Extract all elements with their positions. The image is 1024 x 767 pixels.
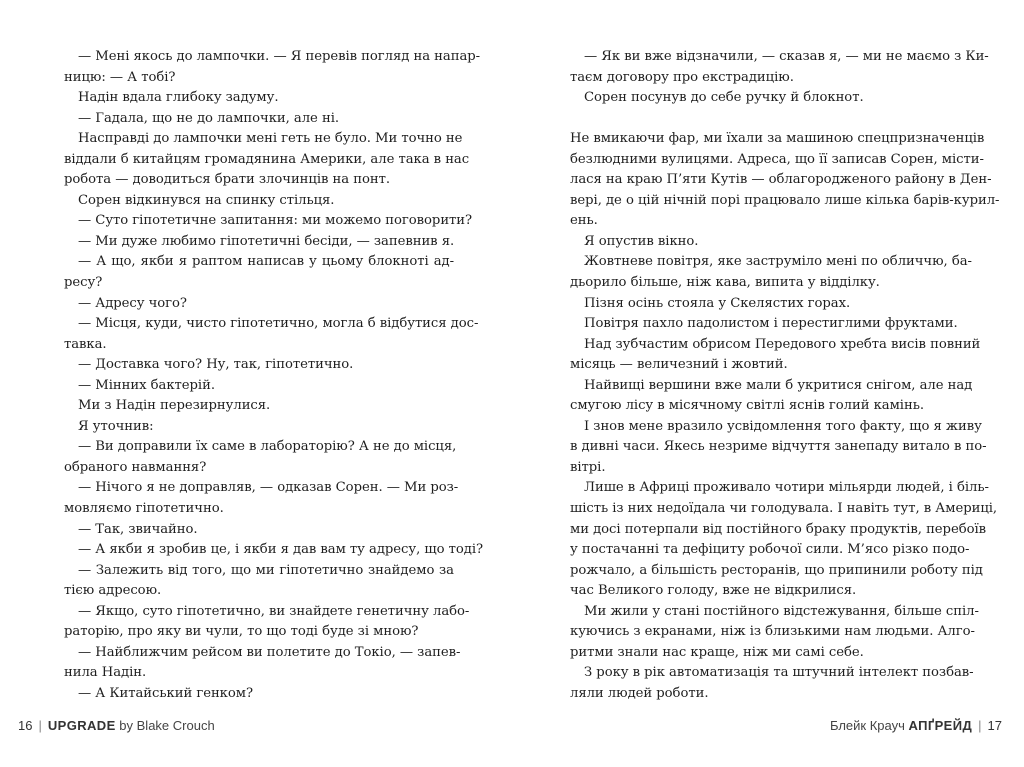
text-line: З року в рік автоматизація та штучний інтелект позбав- <box>584 665 974 681</box>
book-title: UPGRADE <box>47 718 116 733</box>
text-line: безлюдними вулицями. Адреса, що її записав Сорен, місти- <box>570 151 984 167</box>
text-line: — Так, звичайно. <box>78 521 198 537</box>
right-page-text <box>570 47 1000 705</box>
text-line: куючись з екранами, ніж із близькими нам людьми. Алго- <box>570 624 975 640</box>
text-line: вітрі. <box>570 459 606 475</box>
text-line: — А Китайський генком? <box>78 685 253 701</box>
text-line: смугою лісу в місячному світлі яснів голий камінь. <box>570 398 924 414</box>
text-line: — А що, якби я раптом написав у цьому блокноті ад- <box>78 254 454 270</box>
text-line: Я уточнив: <box>78 418 154 434</box>
book-author: Блейк Крауч <box>829 718 905 733</box>
text-line: лася на краю П’яти Кутів — облагородженого району в Ден- <box>570 172 992 188</box>
text-line: І знов мене вразило усвідомлення того факту, що я живу <box>584 418 982 434</box>
text-line: робота — доводиться брати злочинців на понт. <box>64 172 390 188</box>
text-line: — Залежить від того, що ми гіпотетично знайдемо за <box>78 562 454 578</box>
footer-separator: | <box>978 718 982 733</box>
text-line: ресу? <box>64 275 103 291</box>
text-line: Надін вдала глибоку задуму. <box>78 90 279 106</box>
text-line: в дивні часи. Якесь незриме відчуття занепаду витало в по- <box>570 439 987 455</box>
text-line: обраного навмання? <box>64 459 207 475</box>
text-line: — Нічого я не доправляв, — одказав Сорен. — Ми роз- <box>78 480 459 496</box>
text-line: ляли людей роботи. <box>570 685 709 701</box>
text-line: тією адресою. <box>64 583 162 599</box>
text-line: — Доставка чого? Ну, так, гіпотетично. <box>78 357 354 373</box>
text-line: мовляємо гіпотетично. <box>64 501 224 517</box>
text-line: тавка. <box>64 336 107 352</box>
text-line: шість із них недоїдала чи голодувала. І навіть тут, в Америці, <box>570 501 998 517</box>
text-line: Найвищі вершини вже мали б укритися снігом, але над <box>584 377 973 393</box>
text-line: рожчало, а більшість ресторанів, що припинили роботу під <box>570 562 983 578</box>
text-line: — Мені якось до лампочки. — Я перевів погляд на напар- <box>78 49 481 64</box>
text-line: Сорен відкинувся на спинку стільця. <box>78 192 335 208</box>
text-line: Повітря пахло падолистом і перестиглими фруктами. <box>584 316 958 332</box>
text-line: ень. <box>570 213 598 229</box>
text-line: Насправді до лампочки мені геть не було. Ми точно не <box>78 131 463 147</box>
text-line: — Найближчим рейсом ви полетите до Токіо, — запев- <box>78 644 461 660</box>
book-title: АПҐРЕЙД <box>908 718 973 733</box>
text-line: Я опустив вікно. <box>584 233 699 249</box>
blank-line <box>570 109 960 130</box>
text-line: раторію, про яку ви чули, то що тоді буде зі мною? <box>64 624 419 640</box>
text-line: у постачанні та дефіциту робочої сили. М’ясо різко подо- <box>570 542 970 558</box>
text-line: Ми з Надін перезирнулися. <box>78 398 271 414</box>
text-line: — Гадала, що не до лампочки, але ні. <box>78 110 340 126</box>
text-line: — Місця, куди, чисто гіпотетично, могла б відбутися дос- <box>78 316 479 332</box>
text-line: вері, де о цій нічній порі працювало лише кілька барів-курил- <box>570 192 1000 208</box>
left-page <box>64 47 484 705</box>
text-line: Лише в Африці проживало чотири мільярди людей, і біль- <box>584 480 989 496</box>
page-number: 16 <box>18 718 33 733</box>
text-line: час Великого голоду, вже не відкрилися. <box>570 583 857 599</box>
left-page-footer <box>18 716 215 736</box>
text-line: Ми жили у стані постійного відстежування, більше спіл- <box>584 603 979 619</box>
text-line: ницю: — А тобі? <box>64 69 176 85</box>
text-line: — Адресу чого? <box>78 295 187 311</box>
text-line: нила Надін. <box>64 665 147 681</box>
text-line: — Ви доправили їх саме в лабораторію? А не до місця, <box>78 439 457 455</box>
left-page-text <box>64 47 484 705</box>
right-page <box>570 47 1000 705</box>
text-line: Не вмикаючи фар, ми їхали за машиною спецпризначенців <box>570 131 985 147</box>
page-number: 17 <box>987 718 1002 733</box>
text-line: — Ми дуже любимо гіпотетичні бесіди, — запевнив я. <box>78 233 455 249</box>
right-page-footer <box>830 716 1002 736</box>
text-line: Сорен посунув до себе ручку й блокнот. <box>584 90 864 106</box>
text-line: віддали б китайцям громадянина Америки, але така в нас <box>64 151 470 167</box>
text-line: — Як ви вже відзначили, — сказав я, — ми не маємо з Ки- <box>584 49 989 64</box>
text-line: таєм договору про екстрадицію. <box>570 69 794 85</box>
text-line: — А якби я зробив це, і якби я дав вам ту адресу, що тоді? <box>78 542 484 558</box>
text-line: — Мінних бактерій. <box>78 377 215 393</box>
text-line: — Суто гіпотетичне запитання: ми можемо поговорити? <box>78 213 473 229</box>
text-line: Пізня осінь стояла у Скелястих горах. <box>584 295 851 311</box>
footer-separator: | <box>38 718 42 733</box>
text-line: ритми знали нас краще, ніж ми самі себе. <box>570 644 864 660</box>
book-author: by Blake Crouch <box>119 718 215 733</box>
text-line: Над зубчастим обрисом Передового хребта висів повний <box>584 336 981 352</box>
text-line: — Якщо, суто гіпотетично, ви знайдете генетичну лабо- <box>78 603 470 619</box>
text-line: ми досі потерпали від постійного браку продуктів, перебоїв <box>570 521 987 537</box>
text-line: дьорило більше, ніж кава, випита у відділку. <box>570 275 880 291</box>
text-line: Жовтневе повітря, яке заструміло мені по обличчю, ба- <box>584 254 972 270</box>
text-line: місяць — величезний і жовтий. <box>570 357 788 373</box>
